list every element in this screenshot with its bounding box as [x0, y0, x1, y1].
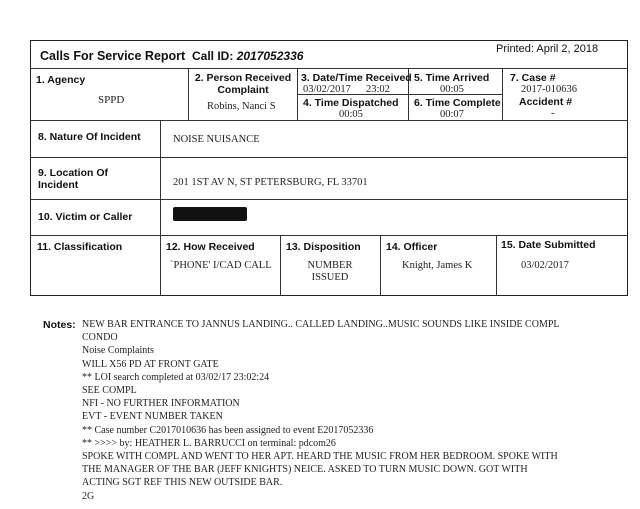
disposition-value-line1: NUMBER [307, 260, 353, 271]
note-line: ** LOI search completed at 03/02/17 23:02:24 [82, 371, 270, 383]
report-title: Calls For Service Report [40, 49, 186, 63]
person-received-value: Robins, Nanci S [207, 101, 276, 112]
how-received-label: 12. How Received [166, 241, 255, 253]
note-line: CONDO [82, 332, 118, 344]
case-label: 7. Case # [510, 72, 556, 84]
divider [380, 235, 381, 296]
note-line: EVT - EVENT NUMBER TAKEN [82, 411, 223, 423]
divider [30, 157, 628, 158]
note-line: ACTING SGT REF THIS NEW OUTSIDE BAR. [82, 477, 283, 489]
divider [30, 235, 628, 236]
victim-label: 10. Victim or Caller [38, 211, 133, 223]
location-label [38, 167, 108, 191]
person-received-label [190, 72, 296, 96]
accident-value: - [551, 108, 555, 119]
call-id-value: 2017052336 [236, 49, 304, 63]
person-received-label-line1: 2. Person Received [194, 72, 292, 84]
location-value: 201 1ST AV N, ST PETERSBURG, FL 33701 [173, 177, 368, 188]
note-line: WILL X56 PD AT FRONT GATE [82, 358, 219, 370]
note-line: THE MANAGER OF THE BAR (JEFF KNIGHTS) NEICE. ASKED TO TURN MUSIC DOWN. GOT WITH [82, 464, 528, 476]
time-complete-label: 6. Time Complete [414, 97, 501, 109]
disposition-label: 13. Disposition [286, 241, 361, 253]
person-received-label-line2: Complaint [217, 84, 269, 96]
notes-body [82, 318, 622, 503]
divider [297, 68, 298, 120]
agency-value: SPPD [98, 94, 125, 106]
notes-label: Notes: [43, 319, 76, 331]
note-line: Noise Complaints [82, 345, 154, 357]
case-value: 2017-010636 [521, 84, 577, 95]
note-line: SEE COMPL [82, 385, 137, 397]
call-id-label: Call ID: [192, 49, 234, 63]
divider [496, 235, 497, 296]
divider [30, 199, 628, 200]
agency-label: 1. Agency [36, 74, 86, 86]
note-line: NFI - NO FURTHER INFORMATION [82, 398, 240, 410]
disposition-value-line2: ISSUED [311, 272, 349, 283]
note-line: 2G [82, 490, 95, 502]
officer-label: 14. Officer [386, 241, 438, 253]
date-submitted-label: 15. Date Submitted [501, 239, 596, 251]
time-arrived-label: 5. Time Arrived [414, 72, 490, 84]
location-label-line2: Incident [38, 179, 79, 191]
date-received-date: 03/02/2017 [303, 84, 351, 95]
divider [30, 120, 628, 121]
divider [30, 68, 628, 69]
note-line: SPOKE WITH COMPL AND WENT TO HER APT. HEARD THE MUSIC FROM HER BEDROOM. SPOKE WITH [82, 451, 558, 463]
nature-label: 8. Nature Of Incident [38, 131, 141, 143]
divider [160, 120, 161, 235]
note-line: ** Case number C2017010636 has been assigned to event E2017052336 [82, 424, 374, 436]
location-label-line1: 9. Location Of [38, 167, 109, 179]
how-received-value: `PHONE' I/CAD CALL [170, 260, 272, 271]
officer-value: Knight, James K [402, 260, 473, 271]
date-submitted-value: 03/02/2017 [521, 260, 569, 271]
nature-value: NOISE NUISANCE [173, 134, 260, 145]
divider [160, 235, 161, 296]
time-complete-value: 00:07 [440, 109, 464, 120]
printed-date: Printed: April 2, 2018 [496, 43, 599, 55]
note-line: NEW BAR ENTRANCE TO JANNUS LANDING.. CALLED LANDING..MUSIC SOUNDS LIKE INSIDE COMPL [82, 319, 560, 330]
divider [280, 235, 281, 296]
time-arrived-value: 00:05 [440, 84, 464, 95]
date-received-time: 23:02 [366, 84, 390, 95]
time-dispatched-label: 4. Time Dispatched [303, 97, 399, 109]
disposition-value [283, 260, 377, 284]
divider [188, 68, 189, 120]
classification-label: 11. Classification [37, 241, 123, 253]
accident-label: Accident # [519, 96, 573, 108]
divider [502, 68, 503, 120]
note-line: ** >>>> by: HEATHER L. BARRUCCI on terminal: pdcom26 [82, 437, 336, 449]
date-received-label: 3. Date/Time Received [301, 72, 412, 84]
redaction-bar [173, 207, 247, 221]
time-dispatched-value: 00:05 [339, 109, 363, 120]
